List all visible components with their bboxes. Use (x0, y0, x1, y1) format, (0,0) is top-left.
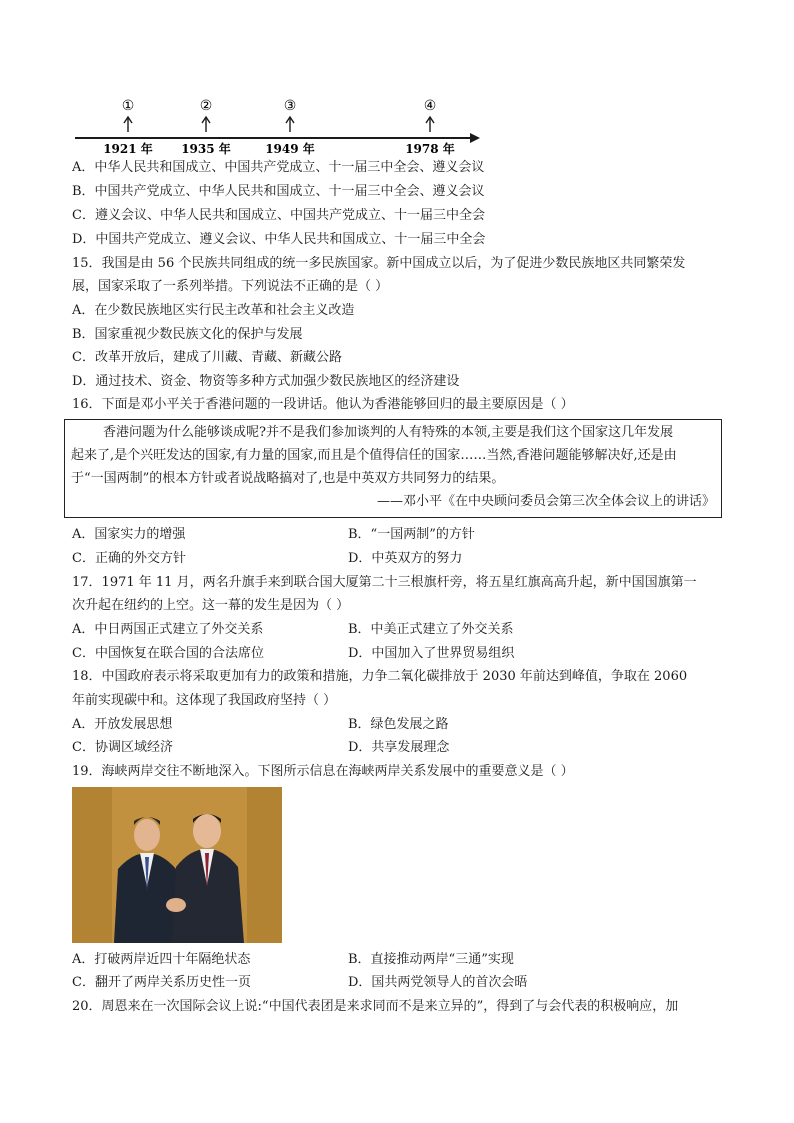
q17-stem-line1: 17．1971 年 11 月，两名升旗手来到联合国大厦第二十三根旗杆旁，将五星红旗高高升起，新中国国旗第一 (72, 575, 697, 590)
quote-line-2: 起来了,是个兴旺发达的国家,有力量的国家,而且是个值得信任的国家……当然,香港问题能够解决好,还是由 (71, 448, 677, 463)
timeline-marker-4 (405, 98, 455, 156)
timeline-marker-2 (181, 98, 231, 156)
quote-source: ——邓小平《在中央顾问委员会第三次全体会议上的讲话》 (376, 494, 715, 509)
q18-option-d: D．共享发展理念 (348, 740, 450, 755)
q20-stem: 20．周恩来在一次国际会议上说:“中国代表团是来求同而不是来立异的”，得到了与会代表的积极响应，加 (72, 999, 679, 1014)
q16-quote-box (64, 419, 722, 518)
q14-option-b: B．中国共产党成立、中华人民共和国成立、十一届三中全会、遵义会议 (72, 184, 485, 199)
q18-option-c: C．协调区域经济 (72, 740, 173, 755)
q15-option-b: B．国家重视少数民族文化的保护与发展 (72, 327, 303, 342)
q17-option-a: A．中日两国正式建立了外交关系 (72, 622, 264, 637)
q16-option-c: C．正确的外交方针 (72, 551, 186, 566)
handshake-photo (72, 787, 282, 943)
handshake-illustration (72, 787, 282, 943)
q16-option-b: B．“一国两制”的方针 (348, 527, 475, 542)
q19-option-b: B．直接推动两岸“三通”实现 (348, 952, 514, 967)
marker-year: 1949 年 (265, 142, 315, 156)
q19-option-d: D．国共两党领导人的首次会晤 (348, 975, 528, 990)
q18-option-a: A．开放发展思想 (72, 717, 173, 732)
marker-number: ① (121, 98, 135, 114)
timeline-figure (70, 96, 490, 156)
marker-number: ④ (423, 98, 437, 114)
q15-option-d: D．通过技术、资金、物资等多种方式加强少数民族地区的经济建设 (72, 374, 460, 389)
q16-option-d: D．中英双方的努力 (348, 551, 463, 566)
q16-stem: 16．下面是邓小平关于香港问题的一段讲话。他认为香港能够回归的最主要原因是（ ） (72, 397, 574, 412)
q14-option-a: A．中华人民共和国成立、中国共产党成立、十一届三中全会、遵义会议 (72, 160, 485, 175)
timeline-marker-1 (103, 98, 153, 156)
quote-line-3: 于“一国两制”的根本方针或者说战略搞对了,也是中英双方共同努力的结果。 (71, 471, 505, 486)
q18-option-b: B．绿色发展之路 (348, 717, 449, 732)
marker-year: 1935 年 (181, 142, 231, 156)
q15-option-c: C．改革开放后，建成了川藏、青藏、新藏公路 (72, 350, 342, 365)
marker-number: ③ (283, 98, 297, 114)
q17-option-b: B．中美正式建立了外交关系 (348, 622, 514, 637)
q19-stem: 19．海峡两岸交往不断地深入。下图所示信息在海峡两岸关系发展中的重要意义是（ ） (72, 764, 574, 779)
q15-option-a: A．在少数民族地区实行民主改革和社会主义改造 (72, 303, 355, 318)
q18-stem-line1: 18．中国政府表示将采取更加有力的政策和措施，力争二氧化碳排放于 2030 年前达到峰值，争取在 2060 (72, 669, 688, 684)
marker-year: 1921 年 (103, 142, 153, 156)
quote-line-1: 香港问题为什么能够谈成呢?并不是我们参加谈判的人有特殊的本领,主要是我们这个国家这几年发展 (103, 425, 674, 440)
marker-year: 1978 年 (405, 142, 455, 156)
q14-option-d: D．中国共产党成立、遵义会议、中华人民共和国成立、十一届三中全会 (72, 232, 486, 247)
q17-option-d: D．中国加入了世界贸易组织 (348, 646, 515, 661)
marker-number: ② (199, 98, 213, 114)
q17-stem-line2: 次升起在纽约的上空。这一幕的发生是因为（ ） (72, 598, 350, 613)
q17-option-c: C．中国恢复在联合国的合法席位 (72, 646, 264, 661)
q15-stem-line2: 展，国家采取了一系列举措。下列说法不正确的是（ ） (72, 279, 389, 294)
q19-option-c: C．翻开了两岸关系历史性一页 (72, 975, 251, 990)
q15-stem-line1: 15．我国是由 56 个民族共同组成的统一多民族国家。新中国成立以后，为了促进少数民族地区共同繁荣发 (72, 256, 686, 271)
q18-stem-line2: 年前实现碳中和。这体现了我国政府坚持（ ） (72, 693, 337, 708)
timeline-arrowhead (470, 133, 480, 143)
timeline-marker-3 (265, 98, 315, 156)
q14-option-c: C．遵义会议、中华人民共和国成立、中国共产党成立、十一届三中全会 (72, 208, 485, 223)
q16-option-a: A．国家实力的增强 (72, 527, 186, 542)
q19-option-a: A．打破两岸近四十年隔绝状态 (72, 952, 251, 967)
